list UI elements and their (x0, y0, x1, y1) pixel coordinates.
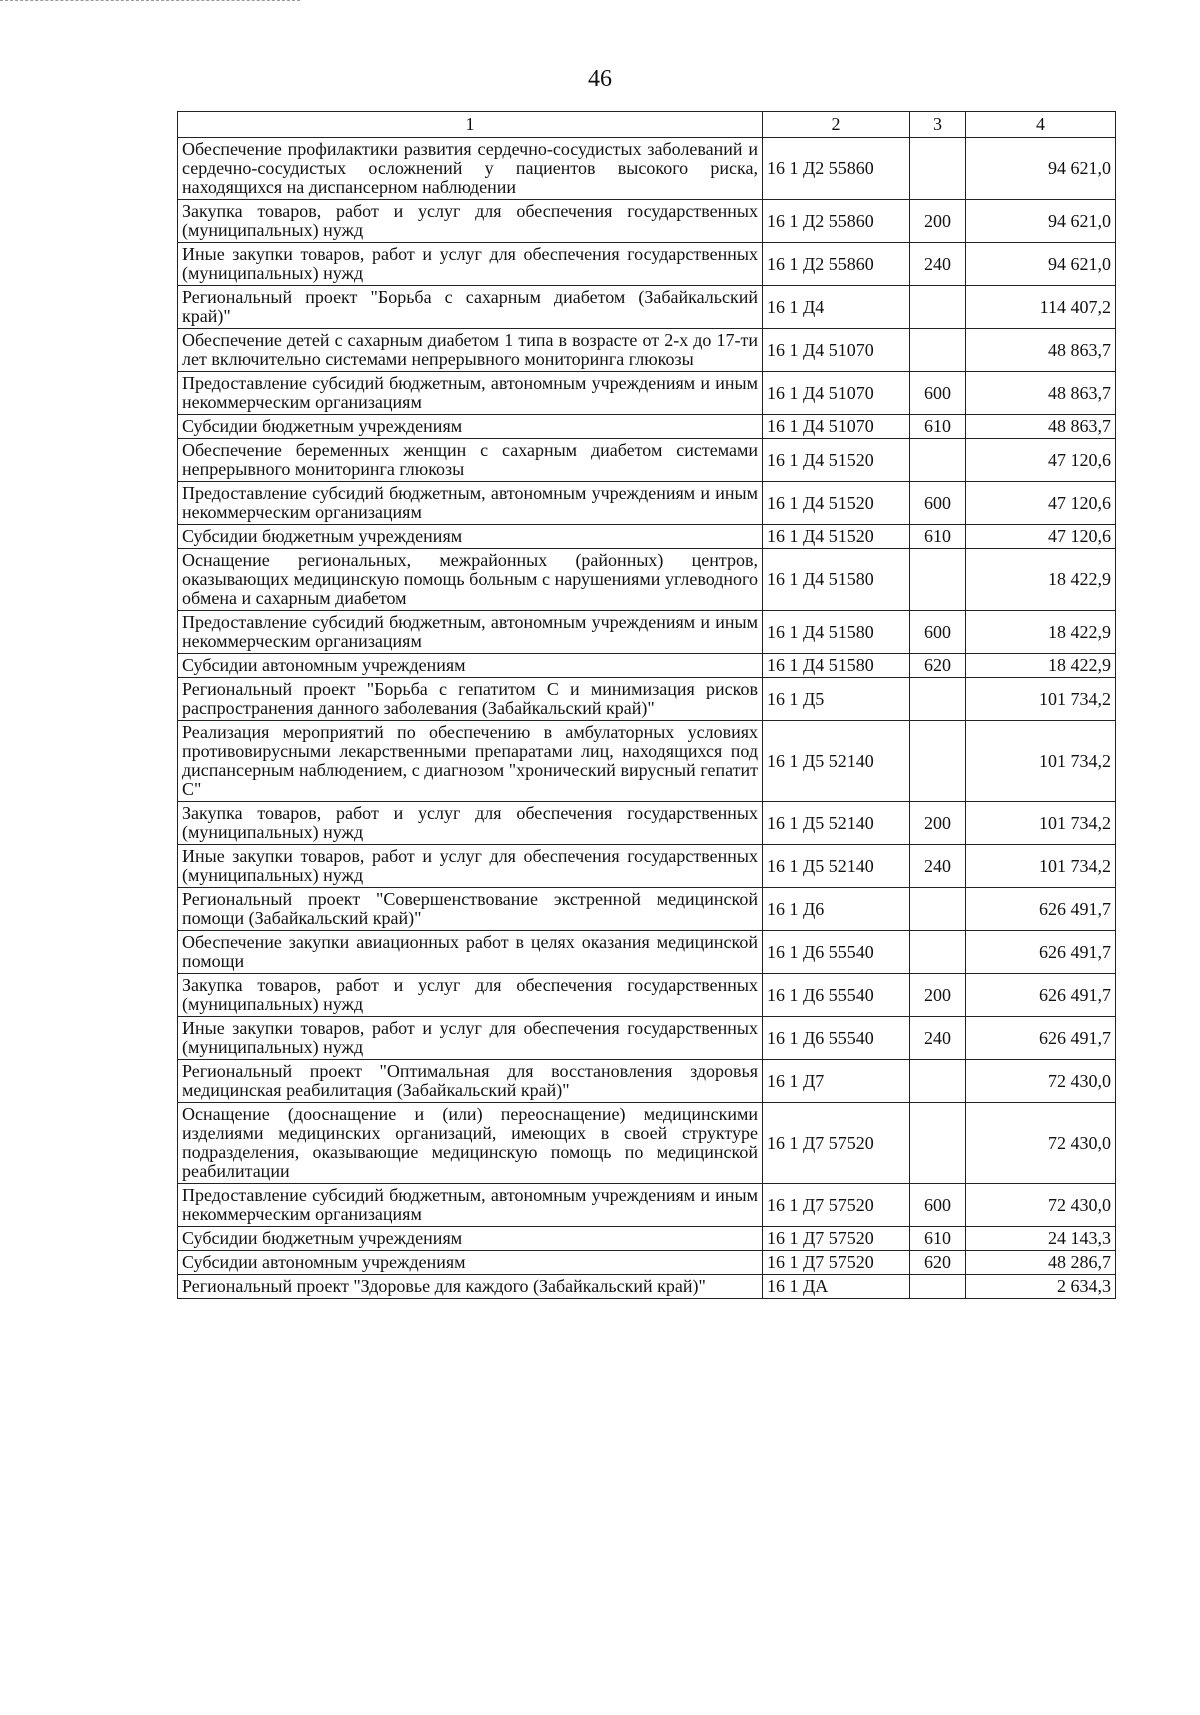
row-sum-cell: 626 491,7 (966, 888, 1116, 931)
row-name-cell: Субсидии бюджетным учреждениям (178, 1227, 763, 1251)
row-code-cell: 16 1 Д7 (763, 1060, 910, 1103)
table-row (178, 1227, 1116, 1251)
row-code-cell: 16 1 Д4 51580 (763, 549, 910, 611)
row-code-cell: 16 1 Д4 51070 (763, 329, 910, 372)
row-sum-cell: 626 491,7 (966, 1017, 1116, 1060)
row-name-cell: Субсидии бюджетным учреждениям (178, 525, 763, 549)
table-row (178, 138, 1116, 200)
row-code-cell: 16 1 Д6 55540 (763, 1017, 910, 1060)
row-type-cell (910, 1060, 966, 1103)
row-type-cell (910, 888, 966, 931)
row-code-cell: 16 1 Д4 51520 (763, 482, 910, 525)
column-header-4: 4 (966, 112, 1116, 138)
row-sum-cell: 626 491,7 (966, 931, 1116, 974)
row-code-cell: 16 1 Д6 55540 (763, 931, 910, 974)
row-code-cell: 16 1 Д4 51580 (763, 654, 910, 678)
row-name-cell: Оснащение (дооснащение и (или) переоснащение) медицинскими изделиями медицинских организаций, имеющих в своей структуре подразделения, оказывающие медицинскую помощь по медицинской реабилитации (178, 1103, 763, 1184)
table-row (178, 549, 1116, 611)
row-code-cell: 16 1 Д4 51070 (763, 415, 910, 439)
row-type-cell: 610 (910, 525, 966, 549)
row-name-cell: Оснащение региональных, межрайонных (районных) центров, оказывающих медицинскую помощь больным с нарушениями углеводного обмена и сахарным диабетом (178, 549, 763, 611)
table-row (178, 525, 1116, 549)
page-number: 46 (588, 66, 612, 92)
row-name-cell: Обеспечение детей с сахарным диабетом 1 типа в возрасте от 2-х до 17-ти лет включительно системами непрерывного мониторинга глюкозы (178, 329, 763, 372)
row-code-cell: 16 1 Д4 (763, 286, 910, 329)
table-row (178, 931, 1116, 974)
row-code-cell: 16 1 Д6 (763, 888, 910, 931)
row-type-cell: 600 (910, 372, 966, 415)
table-row (178, 415, 1116, 439)
row-type-cell: 600 (910, 482, 966, 525)
row-sum-cell: 18 422,9 (966, 654, 1116, 678)
row-name-cell: Предоставление субсидий бюджетным, автономным учреждениям и иным некоммерческим организациям (178, 372, 763, 415)
table-row (178, 1275, 1116, 1299)
row-type-cell (910, 1103, 966, 1184)
row-name-cell: Региональный проект "Борьба с сахарным диабетом (Забайкальский край)" (178, 286, 763, 329)
row-type-cell (910, 721, 966, 802)
row-type-cell: 610 (910, 1227, 966, 1251)
row-code-cell: 16 1 Д7 57520 (763, 1227, 910, 1251)
table-row (178, 1017, 1116, 1060)
row-type-cell: 600 (910, 611, 966, 654)
row-code-cell: 16 1 Д5 52140 (763, 721, 910, 802)
table-row (178, 611, 1116, 654)
row-code-cell: 16 1 Д7 57520 (763, 1184, 910, 1227)
row-code-cell: 16 1 Д7 57520 (763, 1251, 910, 1275)
row-sum-cell: 101 734,2 (966, 845, 1116, 888)
table-row (178, 678, 1116, 721)
row-code-cell: 16 1 Д4 51070 (763, 372, 910, 415)
row-type-cell (910, 549, 966, 611)
row-sum-cell: 94 621,0 (966, 138, 1116, 200)
row-type-cell: 200 (910, 974, 966, 1017)
row-type-cell (910, 678, 966, 721)
column-header-2: 2 (763, 112, 910, 138)
row-sum-cell: 94 621,0 (966, 200, 1116, 243)
table-row (178, 721, 1116, 802)
row-type-cell: 240 (910, 1017, 966, 1060)
row-type-cell: 600 (910, 1184, 966, 1227)
row-code-cell: 16 1 Д2 55860 (763, 138, 910, 200)
table-row (178, 1184, 1116, 1227)
row-sum-cell: 114 407,2 (966, 286, 1116, 329)
row-type-cell (910, 286, 966, 329)
row-name-cell: Реализация мероприятий по обеспечению в амбулаторных условиях противовирусными лекарственными препаратами лиц, находящихся под диспансерным наблюдением, с диагнозом "хронический вирусный гепатит С" (178, 721, 763, 802)
row-code-cell: 16 1 Д7 57520 (763, 1103, 910, 1184)
row-sum-cell: 48 863,7 (966, 372, 1116, 415)
row-name-cell: Субсидии автономным учреждениям (178, 654, 763, 678)
table-row (178, 802, 1116, 845)
row-sum-cell: 18 422,9 (966, 549, 1116, 611)
row-code-cell: 16 1 Д6 55540 (763, 974, 910, 1017)
row-code-cell: 16 1 Д4 51580 (763, 611, 910, 654)
row-name-cell: Закупка товаров, работ и услуг для обеспечения государственных (муниципальных) нужд (178, 974, 763, 1017)
row-name-cell: Обеспечение профилактики развития сердечно-сосудистых заболеваний и сердечно-сосудистых осложнений у пациентов высокого риска, находящихся на диспансерном наблюдении (178, 138, 763, 200)
table-row (178, 329, 1116, 372)
row-type-cell (910, 1275, 966, 1299)
row-name-cell: Региональный проект "Здоровье для каждого (Забайкальский край)" (178, 1275, 763, 1299)
row-name-cell: Иные закупки товаров, работ и услуг для обеспечения государственных (муниципальных) нужд (178, 1017, 763, 1060)
row-code-cell: 16 1 Д5 (763, 678, 910, 721)
row-sum-cell: 101 734,2 (966, 721, 1116, 802)
table-body (178, 138, 1116, 1299)
row-type-cell: 610 (910, 415, 966, 439)
row-sum-cell: 94 621,0 (966, 243, 1116, 286)
table-row (178, 439, 1116, 482)
scan-edge-line (0, 0, 300, 2)
row-sum-cell: 2 634,3 (966, 1275, 1116, 1299)
row-code-cell: 16 1 Д2 55860 (763, 243, 910, 286)
row-sum-cell: 47 120,6 (966, 482, 1116, 525)
table-row (178, 654, 1116, 678)
table-row (178, 845, 1116, 888)
table-row (178, 286, 1116, 329)
table-row (178, 200, 1116, 243)
row-sum-cell: 101 734,2 (966, 678, 1116, 721)
table-row (178, 482, 1116, 525)
table-row (178, 974, 1116, 1017)
column-header-3: 3 (910, 112, 966, 138)
row-sum-cell: 101 734,2 (966, 802, 1116, 845)
row-sum-cell: 18 422,9 (966, 611, 1116, 654)
row-sum-cell: 72 430,0 (966, 1103, 1116, 1184)
row-type-cell (910, 329, 966, 372)
row-name-cell: Закупка товаров, работ и услуг для обеспечения государственных (муниципальных) нужд (178, 802, 763, 845)
row-type-cell: 240 (910, 845, 966, 888)
row-code-cell: 16 1 Д2 55860 (763, 200, 910, 243)
row-sum-cell: 24 143,3 (966, 1227, 1116, 1251)
row-name-cell: Региональный проект "Совершенствование экстренной медицинской помощи (Забайкальский край)" (178, 888, 763, 931)
column-header-1: 1 (178, 112, 763, 138)
row-code-cell: 16 1 Д5 52140 (763, 845, 910, 888)
table-row (178, 1251, 1116, 1275)
row-type-cell: 200 (910, 802, 966, 845)
row-name-cell: Предоставление субсидий бюджетным, автономным учреждениям и иным некоммерческим организациям (178, 611, 763, 654)
row-type-cell (910, 439, 966, 482)
table-row (178, 243, 1116, 286)
row-sum-cell: 47 120,6 (966, 439, 1116, 482)
row-type-cell: 200 (910, 200, 966, 243)
row-code-cell: 16 1 Д4 51520 (763, 439, 910, 482)
row-code-cell: 16 1 Д4 51520 (763, 525, 910, 549)
table-header-row (178, 112, 1116, 138)
row-name-cell: Обеспечение беременных женщин с сахарным диабетом системами непрерывного мониторинга глюкозы (178, 439, 763, 482)
row-name-cell: Предоставление субсидий бюджетным, автономным учреждениям и иным некоммерческим организациям (178, 1184, 763, 1227)
row-sum-cell: 48 863,7 (966, 415, 1116, 439)
row-name-cell: Обеспечение закупки авиационных работ в целях оказания медицинской помощи (178, 931, 763, 974)
row-code-cell: 16 1 Д5 52140 (763, 802, 910, 845)
row-name-cell: Субсидии автономным учреждениям (178, 1251, 763, 1275)
row-sum-cell: 47 120,6 (966, 525, 1116, 549)
row-sum-cell: 72 430,0 (966, 1060, 1116, 1103)
table-row (178, 1060, 1116, 1103)
row-type-cell: 240 (910, 243, 966, 286)
row-sum-cell: 48 863,7 (966, 329, 1116, 372)
row-type-cell: 620 (910, 1251, 966, 1275)
row-type-cell (910, 138, 966, 200)
table-row (178, 372, 1116, 415)
row-type-cell (910, 931, 966, 974)
budget-table (177, 111, 1116, 1299)
table-row (178, 888, 1116, 931)
row-name-cell: Субсидии бюджетным учреждениям (178, 415, 763, 439)
row-name-cell: Иные закупки товаров, работ и услуг для обеспечения государственных (муниципальных) нужд (178, 243, 763, 286)
row-name-cell: Региональный проект "Борьба с гепатитом С и минимизация рисков распространения данного заболевания (Забайкальский край)" (178, 678, 763, 721)
row-name-cell: Предоставление субсидий бюджетным, автономным учреждениям и иным некоммерческим организациям (178, 482, 763, 525)
row-type-cell: 620 (910, 654, 966, 678)
row-name-cell: Региональный проект "Оптимальная для восстановления здоровья медицинская реабилитация (Забайкальский край)" (178, 1060, 763, 1103)
row-sum-cell: 48 286,7 (966, 1251, 1116, 1275)
row-name-cell: Иные закупки товаров, работ и услуг для обеспечения государственных (муниципальных) нужд (178, 845, 763, 888)
row-name-cell: Закупка товаров, работ и услуг для обеспечения государственных (муниципальных) нужд (178, 200, 763, 243)
table-row (178, 1103, 1116, 1184)
row-sum-cell: 626 491,7 (966, 974, 1116, 1017)
row-code-cell: 16 1 ДА (763, 1275, 910, 1299)
row-sum-cell: 72 430,0 (966, 1184, 1116, 1227)
